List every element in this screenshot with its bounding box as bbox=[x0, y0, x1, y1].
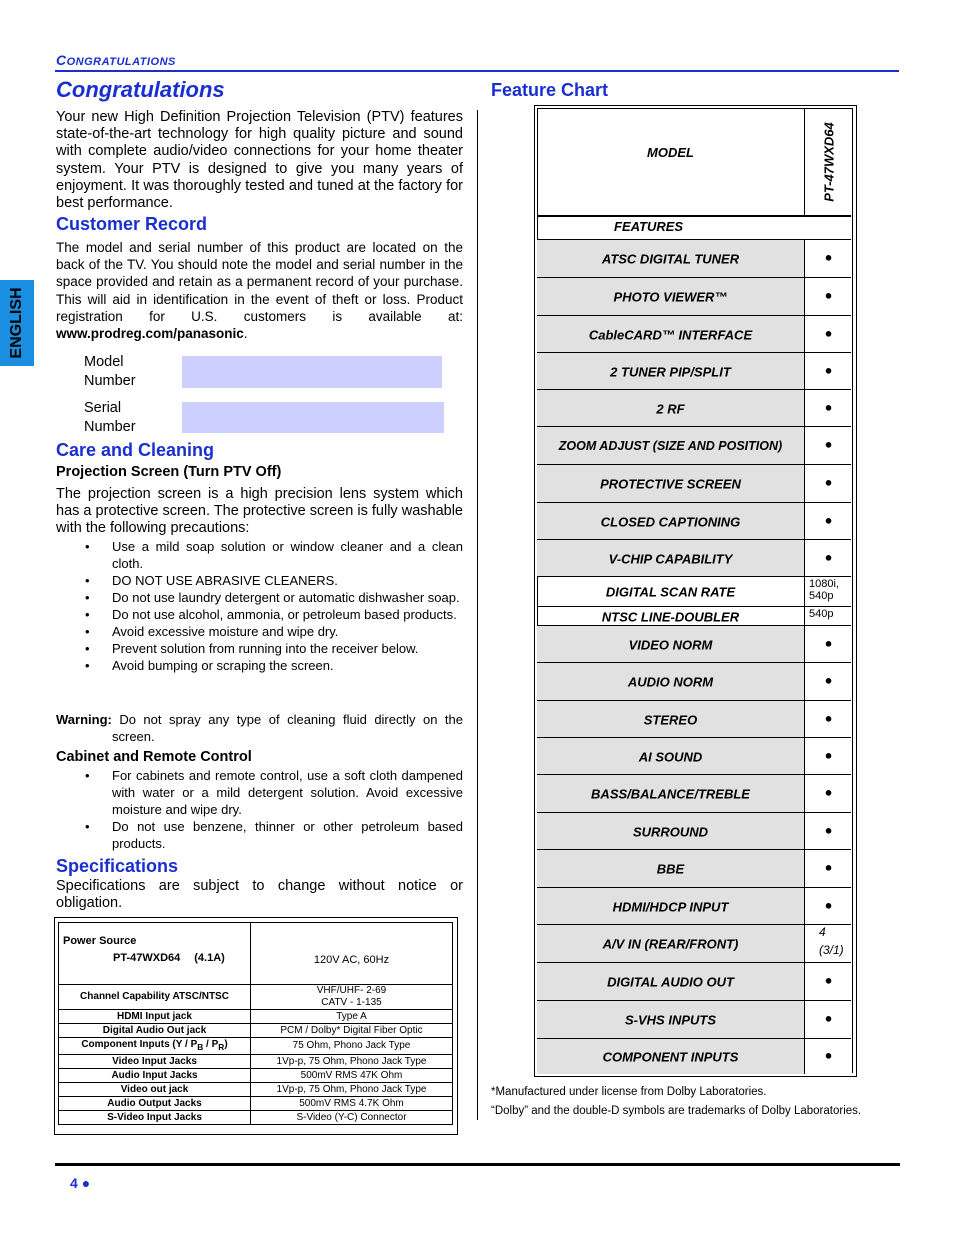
serial-number-field[interactable] bbox=[182, 402, 444, 433]
table-row bbox=[59, 1024, 453, 1038]
model-header-label: MODEL bbox=[647, 145, 694, 160]
channel-capability-label: Channel Capability ATSC/NTSC bbox=[59, 985, 251, 1010]
registration-link[interactable]: www.prodreg.com/panasonic bbox=[56, 326, 244, 342]
feature-row bbox=[537, 606, 851, 626]
feature-available-icon: ● bbox=[824, 972, 833, 988]
feature-value-cell bbox=[804, 607, 852, 626]
feature-row bbox=[537, 1038, 851, 1074]
cabinet-remote-heading: Cabinet and Remote Control bbox=[56, 749, 252, 765]
feature-name: V-CHIP CAPABILITY bbox=[608, 551, 733, 566]
feature-row bbox=[537, 737, 851, 775]
feature-value-cell bbox=[804, 663, 852, 701]
feature-name: DIGITAL SCAN RATE bbox=[605, 584, 736, 600]
feature-value-cell bbox=[804, 540, 852, 577]
feature-available-icon: ● bbox=[824, 635, 833, 651]
spec-label: S-Video Input Jacks bbox=[59, 1111, 251, 1125]
feature-value: 1080i, 540p bbox=[809, 578, 839, 602]
feature-name: ATSC DIGITAL TUNER bbox=[601, 251, 740, 267]
spec-label: Audio Input Jacks bbox=[59, 1069, 251, 1083]
list-item: • Do not use laundry detergent or automatic dishwasher soap. bbox=[56, 589, 463, 606]
customer-record-title: Customer Record bbox=[56, 214, 208, 234]
language-tab bbox=[0, 280, 34, 366]
feature-name: 2 TUNER PIP/SPLIT bbox=[610, 364, 731, 379]
model-number-field[interactable] bbox=[182, 356, 442, 388]
feature-chart-title: Feature Chart bbox=[491, 80, 609, 100]
spec-label: Video Input Jacks bbox=[59, 1055, 251, 1069]
feature-row bbox=[537, 887, 851, 925]
list-item: • For cabinets and remote control, use a soft cloth dampened with water or a mild detergent solution. Avoid excessive moisture and wipe dry. bbox=[56, 767, 463, 818]
spec-value: 500mV RMS 4.7K Ohm bbox=[251, 1097, 453, 1111]
feature-name: PROTECTIVE SCREEN bbox=[600, 476, 741, 492]
feature-value-cell bbox=[804, 390, 852, 427]
feature-name: NTSC LINE-DOUBLER bbox=[601, 609, 740, 624]
component-inputs-value: 75 Ohm, Phono Jack Type bbox=[251, 1038, 453, 1055]
component-label-part: Component Inputs (Y / P bbox=[81, 1039, 198, 1050]
channel-value-line2: CATV - 1-135 bbox=[321, 997, 382, 1008]
running-head-initial: C bbox=[56, 52, 67, 68]
feature-name: COMPONENT INPUTS bbox=[602, 1049, 739, 1064]
list-item: • Prevent solution from running into the receiver below. bbox=[56, 640, 463, 657]
feature-name: VIDEO NORM bbox=[628, 637, 713, 652]
feature-value-cell bbox=[804, 963, 852, 1001]
power-model-line bbox=[63, 952, 250, 964]
spec-value: S-Video (Y-C) Connector bbox=[251, 1111, 453, 1125]
feature-available-icon: ● bbox=[824, 859, 833, 875]
model-header-cell bbox=[537, 108, 804, 215]
feature-value-cell bbox=[804, 278, 852, 316]
model-name-cell bbox=[804, 108, 852, 215]
feature-row bbox=[537, 576, 851, 607]
feature-row bbox=[537, 277, 851, 316]
specifications-table bbox=[54, 917, 458, 1135]
feature-value-cell bbox=[804, 738, 852, 775]
component-label-sub-b: B bbox=[197, 1042, 204, 1052]
feature-name: A/V IN (REAR/FRONT) bbox=[602, 936, 739, 952]
model-name: PT-47WXD64 bbox=[821, 121, 836, 202]
feature-value-cell bbox=[804, 240, 852, 278]
feature-available-icon: ● bbox=[824, 1047, 833, 1063]
feature-value-cell bbox=[804, 701, 852, 738]
page-number-value: 4 bbox=[70, 1175, 78, 1191]
feature-value-cell bbox=[804, 925, 852, 963]
feature-name: HDMI/HDCP INPUT bbox=[612, 899, 729, 914]
list-item: • Avoid excessive moisture and wipe dry. bbox=[56, 623, 463, 640]
feature-value: 4 (3/1) bbox=[819, 925, 844, 957]
customer-record-text: The model and serial number of this product are located on the back of the TV. You should note the model and serial number in the space provided and retain as a permanent record of your purchase. This will aid in identification in the event of theft or loss. Product registration for U.S. customers is available at: bbox=[56, 240, 463, 324]
model-number-label bbox=[84, 353, 136, 391]
spec-label: Audio Output Jacks bbox=[59, 1097, 251, 1111]
congratulations-title: Congratulations bbox=[56, 77, 225, 102]
feature-row bbox=[537, 849, 851, 888]
table-row bbox=[59, 1069, 453, 1083]
power-amps: (4.1A) bbox=[194, 952, 225, 964]
feature-row bbox=[537, 962, 851, 1001]
feature-value-cell bbox=[804, 427, 852, 465]
feature-available-icon: ● bbox=[824, 710, 833, 726]
table-row bbox=[59, 1111, 453, 1125]
power-source-label: Power Source bbox=[63, 935, 137, 947]
table-row bbox=[59, 923, 453, 985]
feature-value-cell bbox=[804, 1001, 852, 1039]
list-item: • Avoid bumping or scraping the screen. bbox=[56, 657, 463, 674]
serial-label-line2: Number bbox=[84, 419, 136, 435]
feature-name: CableCARD™ INTERFACE bbox=[588, 327, 753, 342]
component-label-part: / P bbox=[203, 1039, 219, 1050]
feature-available-icon: ● bbox=[824, 1010, 833, 1026]
features-header-label: FEATURES bbox=[614, 219, 684, 234]
care-cleaning-title: Care and Cleaning bbox=[56, 440, 215, 460]
feature-value-cell bbox=[804, 775, 852, 813]
feature-name: S-VHS INPUTS bbox=[624, 1012, 716, 1028]
feature-name: CLOSED CAPTIONING bbox=[600, 514, 741, 529]
feature-name: BASS/BALANCE/TREBLE bbox=[591, 786, 750, 802]
feature-value-cell bbox=[804, 813, 852, 850]
feature-available-icon: ● bbox=[824, 287, 833, 303]
feature-row bbox=[537, 315, 851, 353]
dolby-license-note: *Manufactured under license from Dolby Laboratories. bbox=[491, 1086, 767, 1098]
channel-value-line1: VHF/UHF- 2-69 bbox=[316, 985, 387, 996]
feature-name: AI SOUND bbox=[638, 749, 703, 764]
running-head-rest: ONGRATULATIONS bbox=[66, 56, 176, 68]
feature-available-icon: ● bbox=[824, 784, 833, 800]
table-row bbox=[59, 1038, 453, 1055]
feature-value: 540p bbox=[809, 608, 834, 620]
feature-row bbox=[537, 539, 851, 577]
feature-value-cell bbox=[804, 577, 852, 607]
feature-name: BBE bbox=[656, 861, 685, 877]
specifications-body: Specifications are subject to change without notice or obligation. bbox=[56, 878, 463, 912]
warning-note bbox=[56, 711, 463, 745]
feature-name: AUDIO NORM bbox=[627, 674, 714, 690]
feature-row bbox=[537, 625, 851, 663]
spec-value: Type A bbox=[251, 1010, 453, 1024]
feature-available-icon: ● bbox=[824, 512, 833, 528]
power-source-cell bbox=[59, 923, 251, 985]
component-label-sub-r: R bbox=[218, 1042, 225, 1052]
feature-row bbox=[537, 426, 851, 465]
feature-value-cell bbox=[804, 465, 852, 503]
projection-screen-body: The projection screen is a high precision lens system which has a protective screen. The protective screen is fully washable with the following precautions: bbox=[56, 486, 463, 537]
feature-row bbox=[537, 502, 851, 540]
feature-row bbox=[537, 352, 851, 390]
feature-row bbox=[537, 239, 851, 278]
spec-label: Video out jack bbox=[59, 1083, 251, 1097]
feature-row bbox=[537, 389, 851, 427]
feature-name: PHOTO VIEWER™ bbox=[613, 289, 728, 305]
feature-name: SURROUND bbox=[632, 824, 709, 839]
feature-value-cell bbox=[804, 626, 852, 663]
feature-value-cell bbox=[804, 316, 852, 353]
channel-capability-value bbox=[251, 985, 453, 1010]
feature-row bbox=[537, 774, 851, 813]
feature-available-icon: ● bbox=[824, 897, 833, 913]
warning-text: Do not spray any type of cleaning fluid directly on the screen. bbox=[111, 712, 463, 744]
feature-value-cell bbox=[804, 850, 852, 888]
feature-name: STEREO bbox=[643, 712, 698, 727]
feature-available-icon: ● bbox=[824, 325, 833, 341]
feature-available-icon: ● bbox=[824, 822, 833, 838]
feature-name: DIGITAL AUDIO OUT bbox=[607, 974, 734, 990]
language-tab-label: ENGLISH bbox=[8, 287, 25, 359]
feature-row bbox=[537, 700, 851, 738]
list-item: • Do not use benzene, thinner or other petroleum based products. bbox=[56, 818, 463, 852]
power-source-value: 120V AC, 60Hz bbox=[251, 923, 453, 985]
table-row bbox=[59, 985, 453, 1010]
model-label-line1: Model bbox=[84, 354, 124, 370]
page-number bbox=[70, 1175, 90, 1191]
component-label-part: ) bbox=[224, 1039, 228, 1050]
feature-available-icon: ● bbox=[824, 474, 833, 490]
feature-value-cell bbox=[804, 888, 852, 925]
table-row bbox=[59, 1097, 453, 1111]
spec-label: HDMI Input jack bbox=[59, 1010, 251, 1024]
serial-label-line1: Serial bbox=[84, 400, 122, 416]
warning-label: Warning: bbox=[56, 712, 112, 727]
feature-name: 2 RF bbox=[656, 401, 685, 416]
feature-value-cell bbox=[804, 1039, 852, 1074]
bottom-rule bbox=[55, 1163, 900, 1166]
list-item: • DO NOT USE ABRASIVE CLEANERS. bbox=[56, 572, 463, 589]
feature-available-icon: ● bbox=[824, 249, 833, 265]
power-model: PT-47WXD64 bbox=[113, 952, 181, 964]
feature-available-icon: ● bbox=[824, 549, 833, 565]
feature-available-icon: ● bbox=[824, 362, 833, 378]
feature-available-icon: ● bbox=[824, 672, 833, 688]
spec-label: Digital Audio Out jack bbox=[59, 1024, 251, 1038]
cabinet-precautions-list bbox=[56, 767, 463, 852]
model-label-line2: Number bbox=[84, 373, 136, 389]
page-bullet-icon: ● bbox=[81, 1175, 91, 1191]
feature-value-cell bbox=[804, 353, 852, 390]
feature-available-icon: ● bbox=[824, 436, 833, 452]
customer-record-body bbox=[56, 239, 463, 342]
screen-precautions-list bbox=[56, 538, 463, 674]
specifications-title: Specifications bbox=[56, 856, 179, 876]
list-item: • Do not use alcohol, ammonia, or petroleum based products. bbox=[56, 606, 463, 623]
spec-value: PCM / Dolby* Digital Fiber Optic bbox=[251, 1024, 453, 1038]
feature-row bbox=[537, 924, 851, 963]
feature-row bbox=[537, 464, 851, 503]
spec-value: 500mV RMS 47K Ohm bbox=[251, 1069, 453, 1083]
projection-screen-heading: Projection Screen (Turn PTV Off) bbox=[56, 464, 282, 480]
table-row bbox=[59, 1083, 453, 1097]
header-divider bbox=[537, 215, 851, 217]
serial-number-label bbox=[84, 399, 136, 437]
table-row bbox=[59, 1055, 453, 1069]
feature-row bbox=[537, 1000, 851, 1039]
running-head bbox=[56, 52, 176, 68]
feature-row bbox=[537, 812, 851, 850]
list-item: • Use a mild soap solution or window cleaner and a clean cloth. bbox=[56, 538, 463, 572]
table-row bbox=[59, 1010, 453, 1024]
top-rule bbox=[55, 70, 899, 72]
column-divider bbox=[477, 110, 478, 1120]
feature-row bbox=[537, 662, 851, 701]
feature-name: ZOOM ADJUST (SIZE AND POSITION) bbox=[558, 439, 783, 453]
dolby-trademark-note: “Dolby” and the double-D symbols are trademarks of Dolby Laboratories. bbox=[491, 1105, 862, 1117]
feature-value-cell bbox=[804, 503, 852, 540]
spec-value: 1Vp-p, 75 Ohm, Phono Jack Type bbox=[251, 1055, 453, 1069]
customer-record-tail: . bbox=[243, 326, 248, 342]
feature-available-icon: ● bbox=[824, 399, 833, 415]
component-inputs-label bbox=[59, 1038, 251, 1055]
feature-available-icon: ● bbox=[824, 747, 833, 763]
spec-value: 1Vp-p, 75 Ohm, Phono Jack Type bbox=[251, 1083, 453, 1097]
congratulations-body: Your new High Definition Projection Television (PTV) features state-of-the-art technology for high quality picture and sound with complete audio/video connections for your home theater system. Your PTV is designed to give you many years of enjoyment. It was thoroughly tested and tuned at the factory for best performance. bbox=[56, 109, 463, 212]
